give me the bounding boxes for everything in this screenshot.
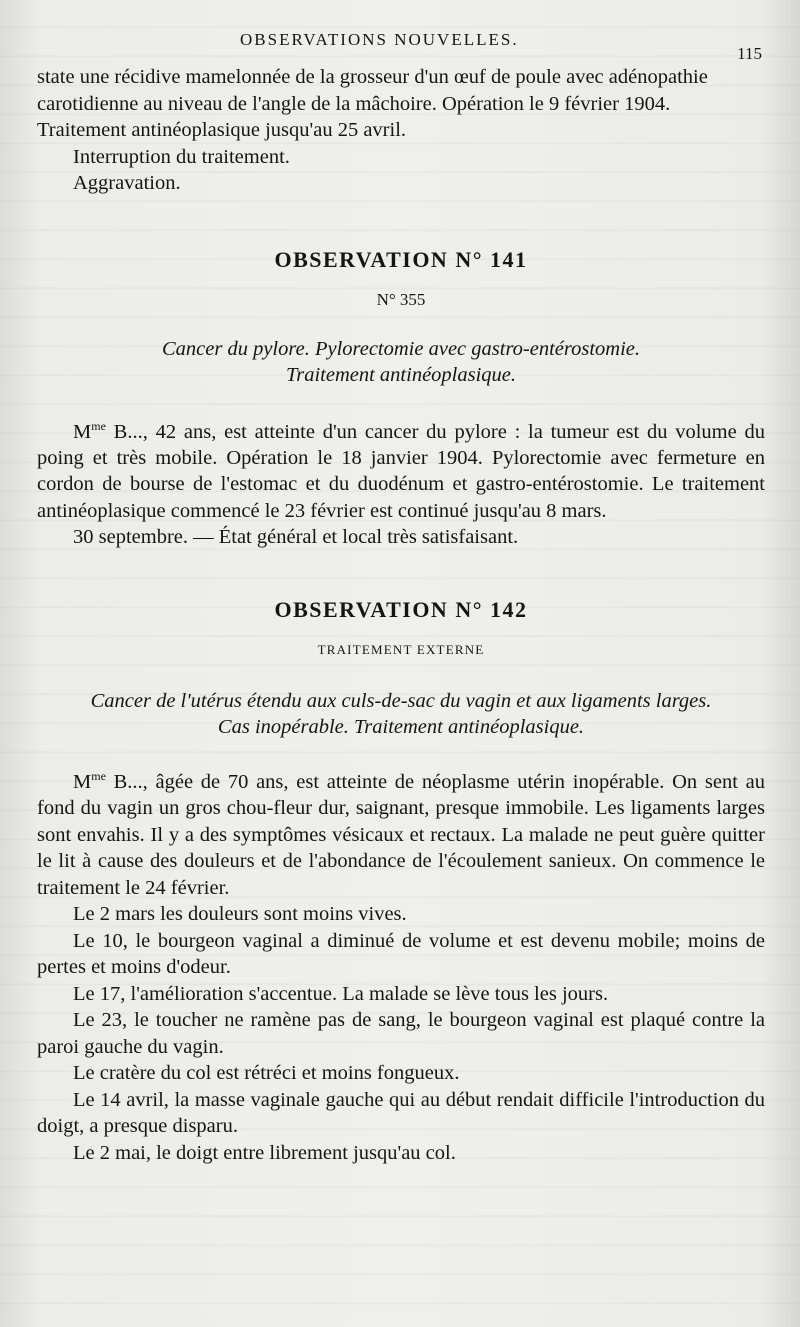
observation-142-title: OBSERVATION N° 142	[274, 596, 528, 622]
observation-142-entry: Le cratère du col est rétréci et moins fongueux.	[73, 1062, 460, 1085]
observation-141-number: N° 355	[376, 290, 426, 309]
observation-141-followup: 30 septembre. — État général et local très satisfaisant.	[73, 526, 519, 549]
observation-141-text: B..., 42 ans, est atteinte d'un cancer du pylore : la tumeur est du volume du poing et très mobile. Opération le 18 janvier 1904. Pylorectomie avec fermeture en cordon de bourse de l'estomac et du duodénum et gastro-entérostomie. Le traitement antinéoplasique commencé le 23 février est continué jusqu'au 8 mars.	[37, 420, 765, 522]
treatment-label: TRAITEMENT EXTERNE	[317, 642, 485, 658]
observation-142-paragraph	[37, 763, 765, 901]
continuation-paragraph	[37, 64, 765, 144]
observation-141-subtitle-line1: Cancer du pylore. Pylorectomie avec gastro-entérostomie.	[161, 337, 640, 360]
continuation-line: Traitement antinéoplasique jusqu'au 25 avril.	[37, 119, 407, 141]
running-head: OBSERVATIONS NOUVELLES.	[240, 30, 519, 49]
observation-142-entry: Le 14 avril, la masse vaginale gauche qui au début rendait difficile l'introduction du doigt, a presque disparu.	[37, 1088, 765, 1138]
patient-title-superscript: me	[91, 768, 106, 783]
page-number: 115	[737, 44, 762, 63]
observation-142-entry: Le 2 mai, le doigt entre librement jusqu'au col.	[73, 1141, 456, 1164]
observation-142-subtitle-line2: Cas inopérable. Traitement antinéoplasique.	[217, 716, 585, 739]
observation-142-entry: Le 23, le toucher ne ramène pas de sang, le bourgeon vaginal est plaqué contre la paroi gauche du vagin.	[37, 1009, 765, 1058]
continuation-line: state une récidive mamelonnée de la grosseur d'un œuf de poule avec adénopathie	[37, 66, 708, 88]
observation-142-subtitle-line1: Cancer de l'utérus étendu aux culs-de-sac du vagin et aux ligaments larges.	[90, 689, 712, 712]
aggravation-line: Aggravation.	[73, 172, 181, 194]
observation-142-entry: Le 2 mars les douleurs sont moins vives.	[73, 903, 407, 926]
observation-141-paragraph	[37, 413, 765, 525]
observation-142-text: B..., âgée de 70 ans, est atteinte de néoplasme utérin inopérable. On sent au fond du vagin un gros chou-fleur dur, saignant, presque immobile. Les ligaments larges sont envahis. Il y a des symptômes vésicaux et rectaux. La malade ne peut guère quitter le lit à cause des douleurs et de l'abondance de l'écoulement sanieux. On commence le traitement le 24 février.	[37, 770, 765, 899]
continuation-line: carotidienne au niveau de l'angle de la mâchoire. Opération le 9 février 1904.	[37, 92, 671, 115]
patient-title: M	[73, 770, 92, 793]
interruption-line: Interruption du traitement.	[73, 145, 290, 168]
observation-142-entry: Le 10, le bourgeon vaginal a diminué de volume et est devenu mobile; moins de pertes et moins d'odeur.	[37, 929, 765, 979]
patient-title: M	[73, 420, 92, 443]
observation-141-subtitle-line2: Traitement antinéoplasique.	[285, 364, 517, 386]
observation-141-title: OBSERVATION N° 141	[274, 246, 528, 272]
observation-142-entry: Le 17, l'amélioration s'accentue. La malade se lève tous les jours.	[73, 982, 609, 1005]
patient-title-superscript: me	[91, 418, 106, 433]
page-body	[37, 64, 765, 1166]
